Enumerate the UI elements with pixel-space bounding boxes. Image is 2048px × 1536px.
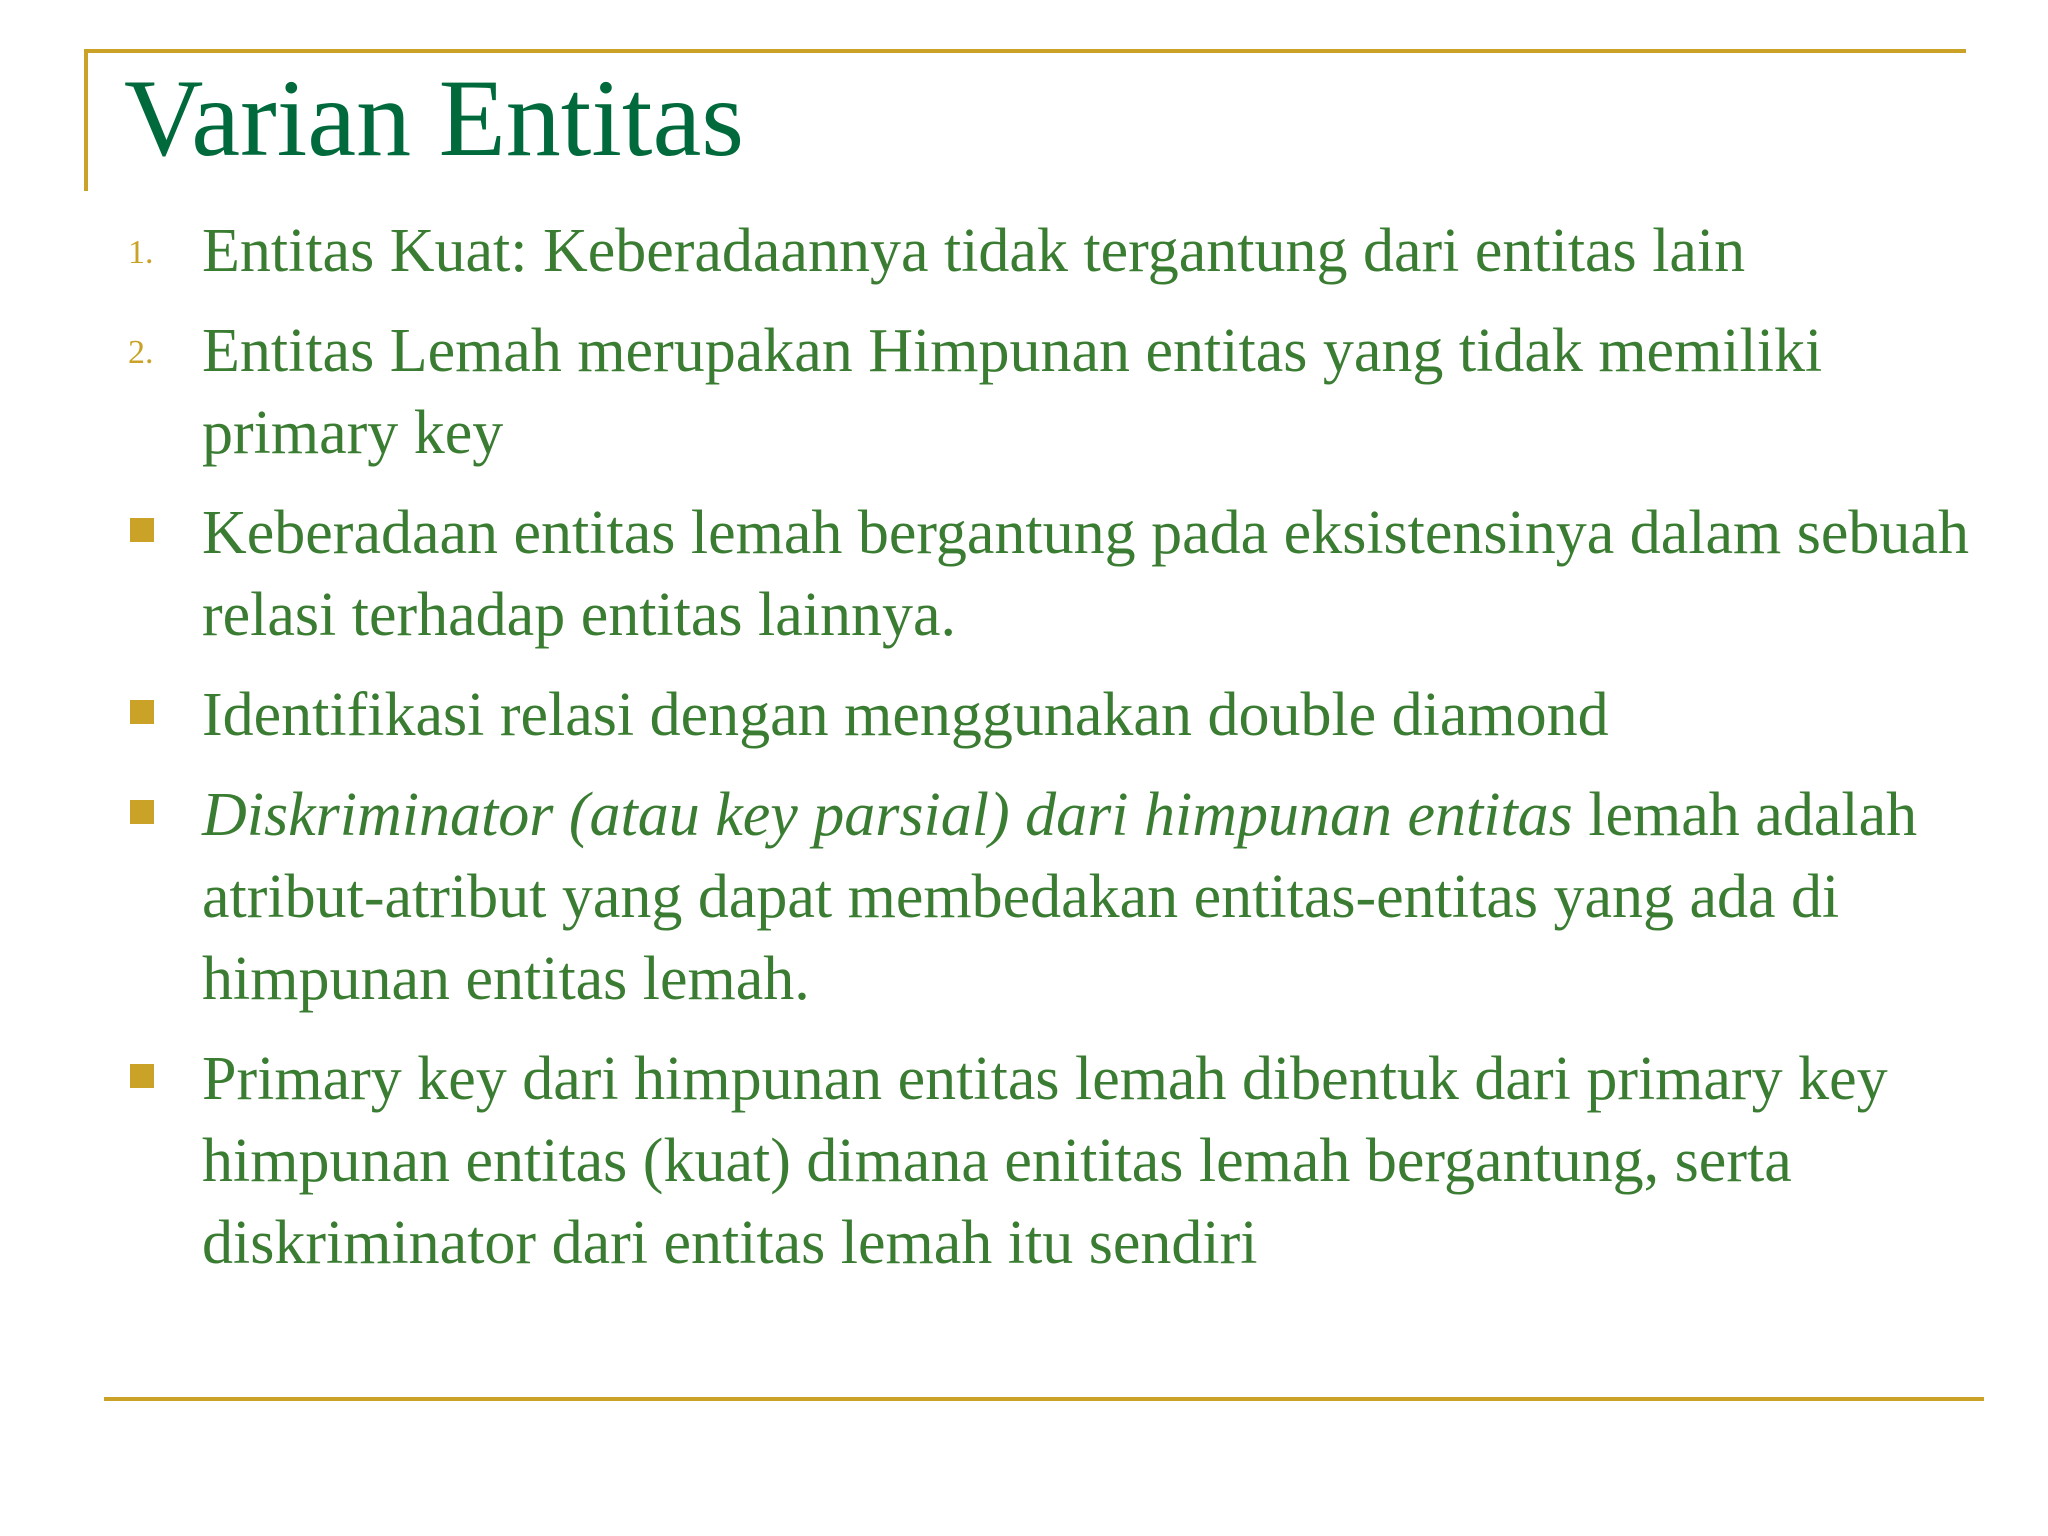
list-item [124,1038,2004,1284]
list-item-text: Identifikasi relasi dengan menggunakan double diamond [202,681,1609,749]
bullet-list [124,210,2004,1302]
square-bullet-icon [130,1064,154,1088]
list-number: 1. [128,234,154,271]
list-item [124,492,2004,656]
list-item [124,674,2004,756]
list-item-text: Primary key dari himpunan entitas lemah dibentuk dari primary key himpunan entitas (kuat) dimana enititas lemah bergantung, serta diskriminator dari entitas lemah itu sendiri [202,1045,1888,1277]
list-number: 2. [128,334,154,371]
square-bullet-icon [130,700,154,724]
slide-title: Varian Entitas [124,57,745,179]
list-item-text: Entitas Kuat: Keberadaannya tidak tergantung dari entitas lain [202,217,1746,285]
list-item-text: Entitas Lemah merupakan Himpunan entitas yang tidak memiliki primary key [202,317,1823,467]
square-bullet-icon [130,518,154,542]
list-item [124,774,2004,1020]
list-item-italic-text: Diskriminator (atau key parsial) dari himpunan entitas [202,781,1573,849]
list-item-text: lemah adalah atribut-atribut yang dapat membedakan entitas-entitas yang ada di himpunan entitas lemah. [202,781,1918,1013]
list-item-text: Keberadaan entitas lemah bergantung pada eksistensinya dalam sebuah relasi terhadap entitas lainnya. [202,499,1969,649]
top-divider-line [84,49,1966,53]
left-accent-line [84,49,88,191]
square-bullet-icon [130,800,154,824]
list-item [124,210,2004,292]
bottom-divider-line [104,1397,1984,1401]
list-item [124,310,2004,474]
